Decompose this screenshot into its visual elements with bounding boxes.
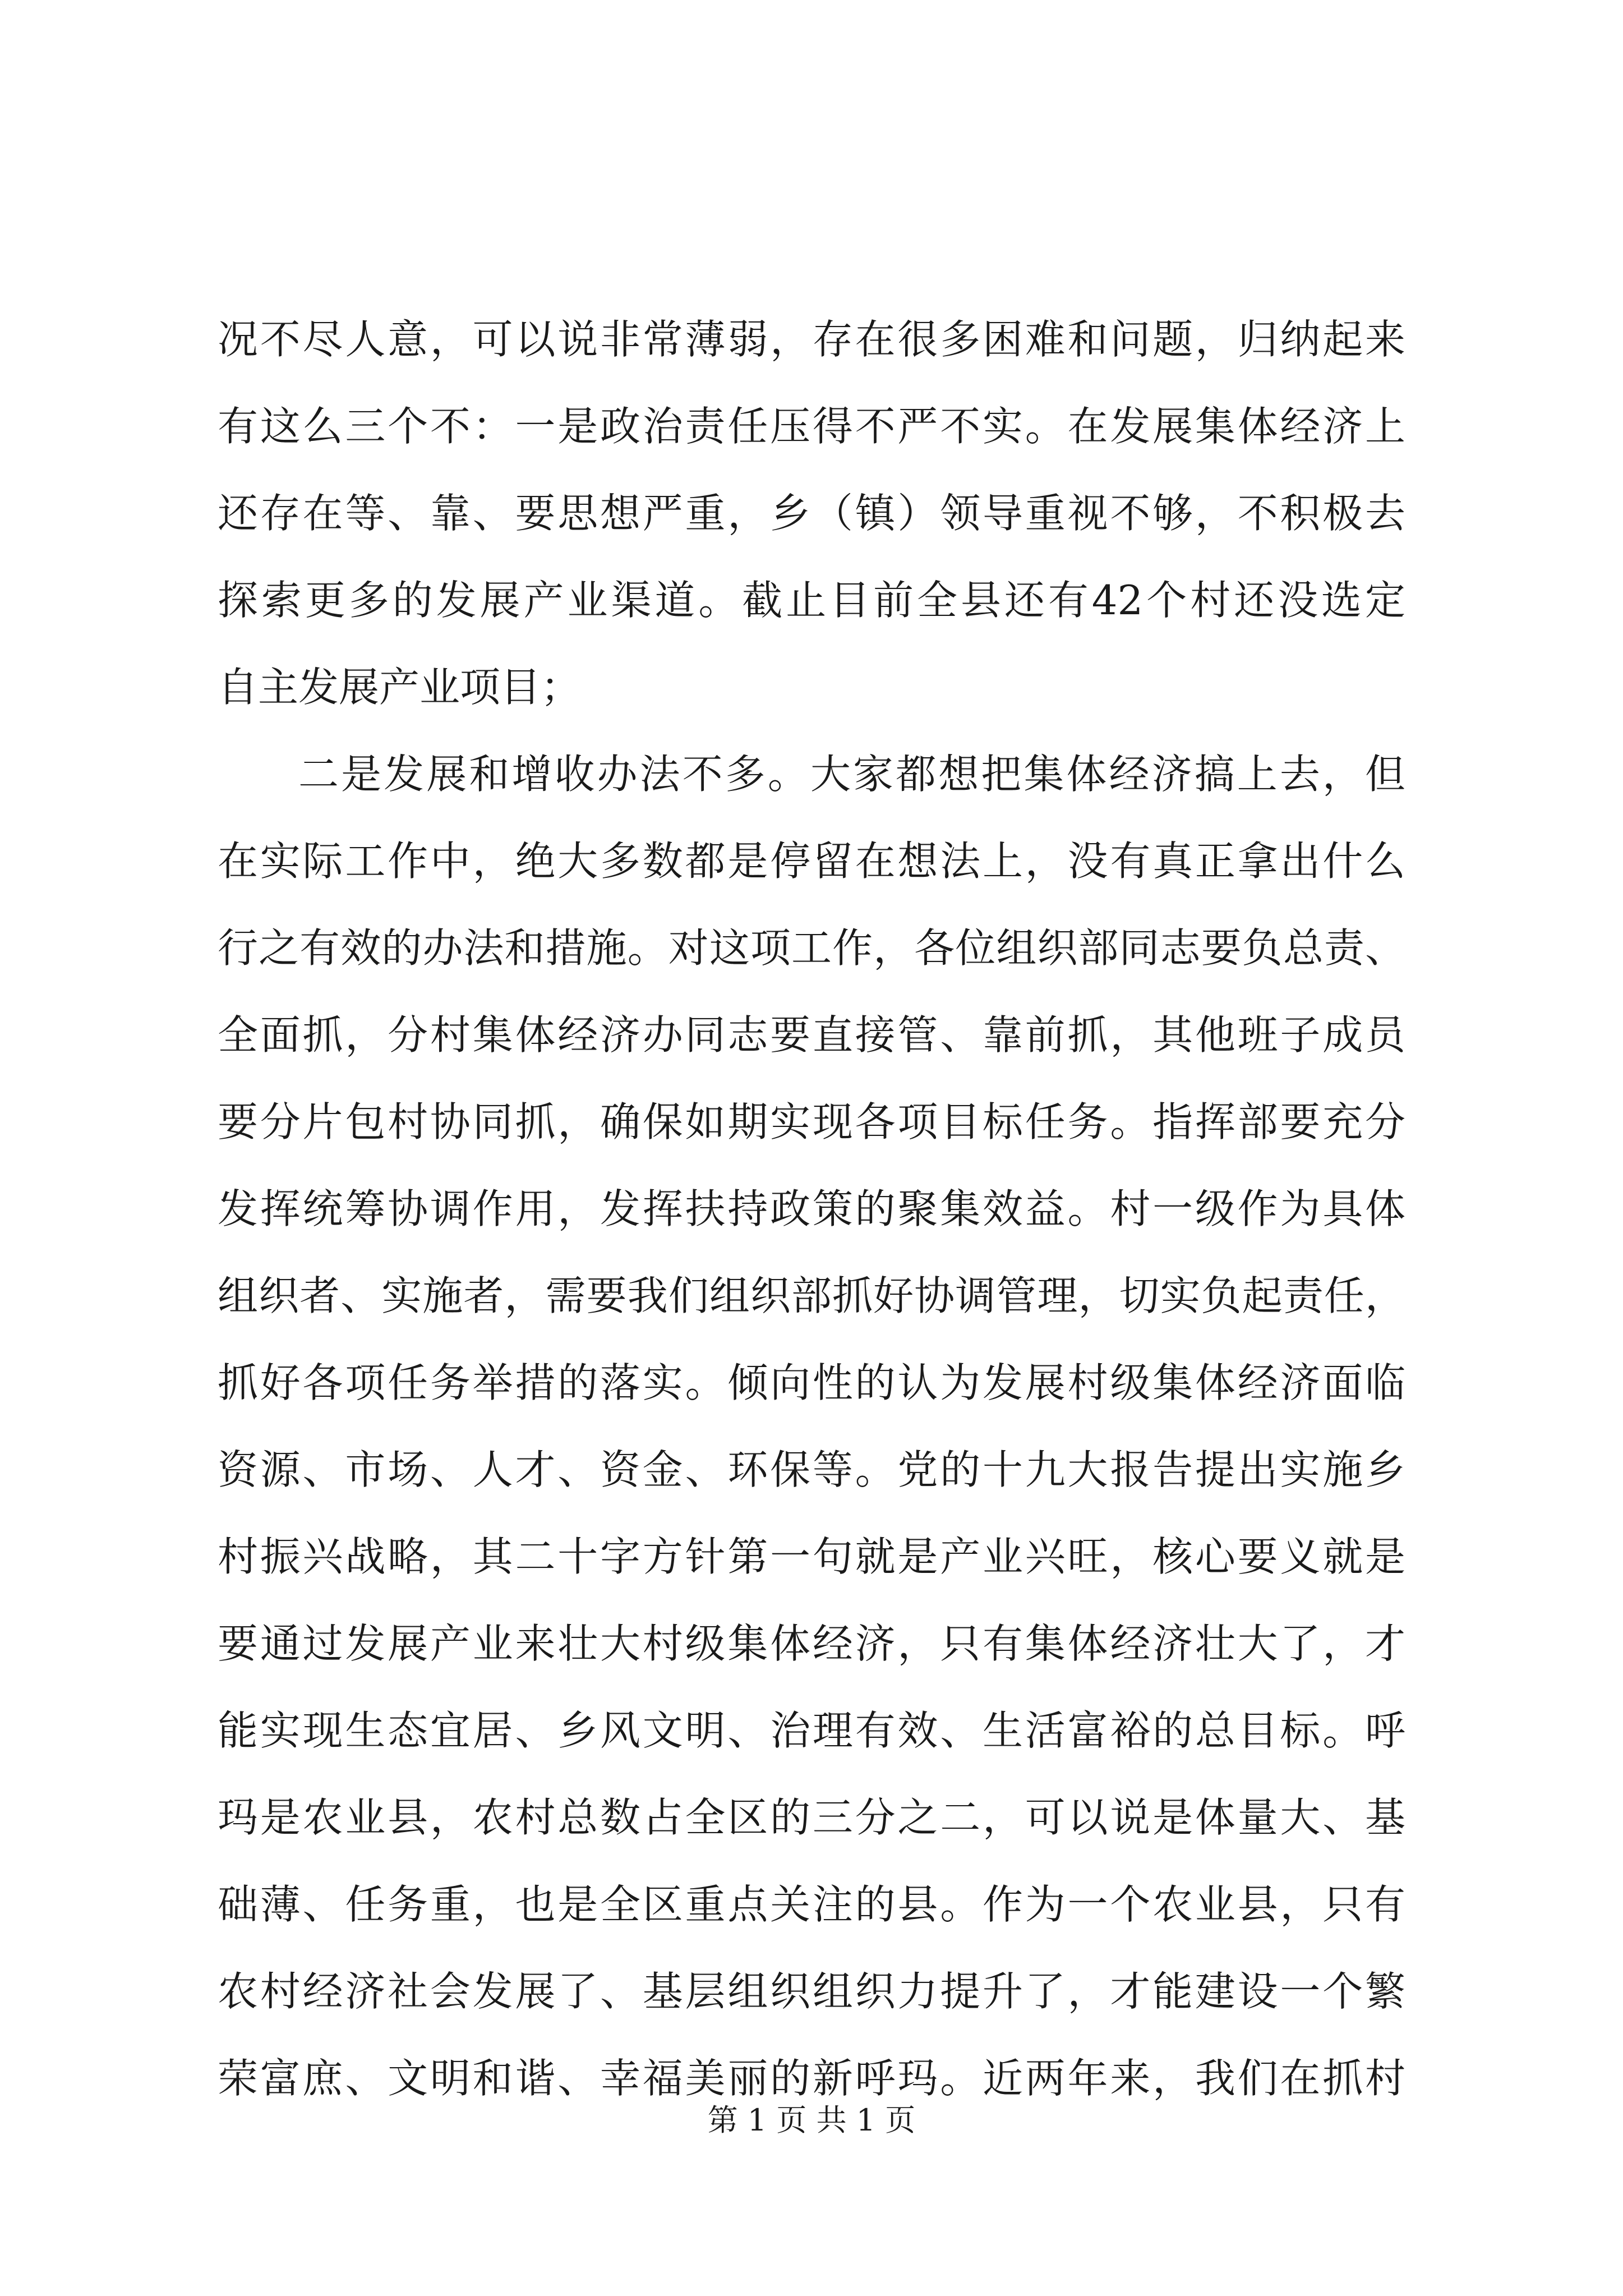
text-line: 在实际工作中，绝大多数都是停留在想法上，没有真正拿出什么 (218, 838, 1405, 885)
text-line: 探索更多的发展产业渠道。截止目前全县还有42个村还没选定 (218, 577, 1405, 624)
document-body (218, 296, 1405, 2122)
text-line: 组织者、实施者，需要我们组织部抓好协调管理，切实负起责任， (218, 1272, 1405, 1319)
text-line: 要通过发展产业来壮大村级集体经济，只有集体经济壮大了，才 (218, 1620, 1405, 1667)
text-line: 发挥统筹协调作用，发挥扶持政策的聚集效益。村一级作为具体 (218, 1185, 1405, 1232)
text-line: 有这么三个不：一是政治责任压得不严不实。在发展集体经济上 (218, 403, 1405, 450)
text-line: 村振兴战略，其二十字方针第一句就是产业兴旺，核心要义就是 (218, 1533, 1405, 1580)
text-line: 玛是农业县，农村总数占全区的三分之二，可以说是体量大、基 (218, 1794, 1405, 1841)
text-line: 况不尽人意，可以说非常薄弱，存在很多困难和问题，归纳起来 (218, 316, 1405, 363)
text-line: 础薄、任务重，也是全区重点关注的县。作为一个农业县，只有 (218, 1881, 1405, 1928)
text-line: 能实现生态宜居、乡风文明、治理有效、生活富裕的总目标。呼 (218, 1707, 1405, 1754)
text-line: 农村经济社会发展了、基层组织组织力提升了，才能建设一个繁 (218, 1968, 1405, 2015)
text-line: 二是发展和增收办法不多。大家都想把集体经济搞上去，但 (298, 751, 1405, 798)
text-line: 资源、市场、人才、资金、环保等。党的十九大报告提出实施乡 (218, 1446, 1405, 1493)
text-line: 行之有效的办法和措施。对这项工作，各位组织部同志要负总责、 (218, 924, 1405, 972)
text-line: 自主发展产业项目； (218, 664, 582, 711)
text-line: 全面抓，分村集体经济办同志要直接管、靠前抓，其他班子成员 (218, 1011, 1405, 1059)
text-line: 要分片包村协同抓，确保如期实现各项目标任务。指挥部要充分 (218, 1098, 1405, 1145)
text-line: 还存在等、靠、要思想严重，乡（镇）领导重视不够，不积极去 (218, 490, 1405, 537)
text-line: 抓好各项任务举措的落实。倾向性的认为发展村级集体经济面临 (218, 1359, 1405, 1406)
page-footer: 第 1 页 共 1 页 (707, 2102, 916, 2138)
text-line: 荣富庶、文明和谐、幸福美丽的新呼玛。近两年来，我们在抓村 (218, 2055, 1405, 2102)
